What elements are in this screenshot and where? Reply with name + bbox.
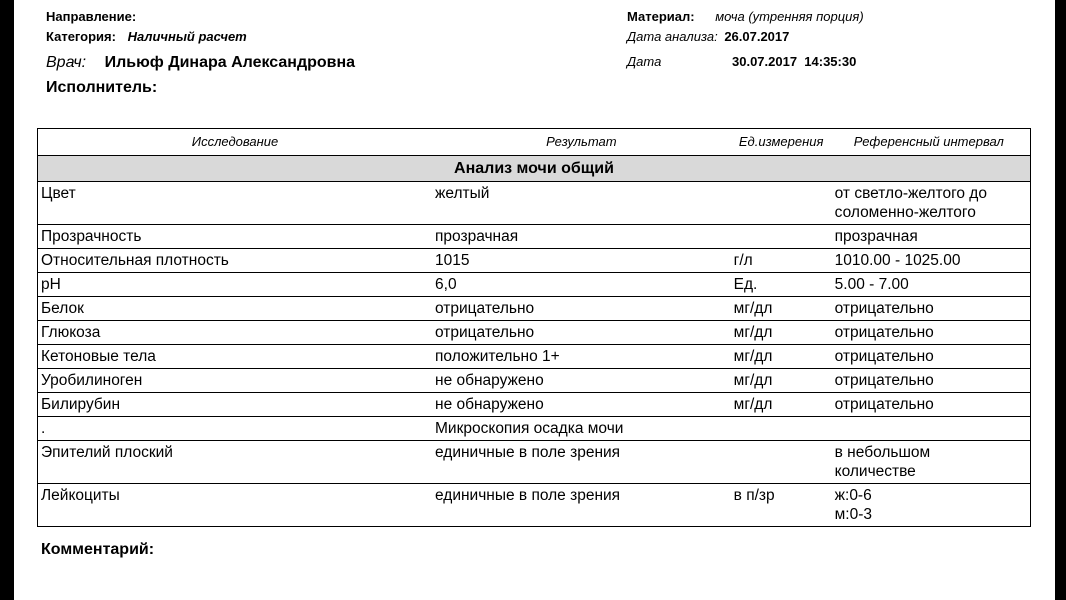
test-result: положительно 1+: [432, 345, 731, 369]
test-unit: мг/дл: [731, 345, 832, 369]
table-row: [38, 321, 1031, 345]
test-reference: [832, 297, 1031, 321]
test-result: 6,0: [432, 273, 731, 297]
table-row: [38, 369, 1031, 393]
material-label: Материал:: [627, 9, 695, 24]
reference-line: отрицательно: [834, 300, 934, 317]
test-reference: [832, 441, 1031, 484]
analysis-date-label: Дата анализа:: [627, 29, 718, 44]
doctor-value: Ильюф Динара Александровна: [104, 54, 356, 71]
test-reference: [832, 273, 1031, 297]
test-result: отрицательно: [432, 297, 731, 321]
test-unit: мг/дл: [731, 297, 832, 321]
table-row: [38, 484, 1031, 527]
test-name: .: [38, 417, 433, 441]
reference-line: отрицательно: [834, 348, 934, 365]
reference-line: 5.00 - 7.00: [834, 276, 909, 293]
table-row: [38, 249, 1031, 273]
date-value: 30.07.2017 14:35:30: [732, 54, 857, 69]
test-result: не обнаружено: [432, 369, 731, 393]
test-result: прозрачная: [432, 225, 731, 249]
test-name: Цвет: [38, 182, 433, 225]
reference-line: соломенно-желтого: [834, 204, 976, 221]
results-table: [37, 128, 1031, 527]
material-row: [627, 9, 864, 24]
test-name: Уробилиноген: [38, 369, 433, 393]
section-row: [38, 156, 1031, 182]
test-name: Кетоновые тела: [38, 345, 433, 369]
analysis-date-row: [627, 29, 789, 44]
test-result: единичные в поле зрения: [432, 441, 731, 484]
material-value: моча (утренняя порция): [715, 9, 864, 24]
test-unit: мг/дл: [731, 321, 832, 345]
test-name: pH: [38, 273, 433, 297]
reference-line: от светло-желтого до: [834, 185, 987, 202]
reference-line: отрицательно: [834, 324, 934, 341]
date-label: Дата: [627, 54, 662, 69]
table-row: [38, 273, 1031, 297]
test-result: не обнаружено: [432, 393, 731, 417]
test-name: Эпителий плоский: [38, 441, 433, 484]
test-reference: [832, 393, 1031, 417]
test-reference: [832, 321, 1031, 345]
reference-line: прозрачная: [834, 228, 918, 245]
executor-label: Исполнитель:: [46, 79, 158, 96]
section-title: Анализ мочи общий: [38, 156, 1031, 182]
doctor-label: Врач:: [46, 54, 87, 71]
table-header-row: [38, 129, 1031, 156]
reference-line: м:0-3: [834, 506, 873, 523]
test-unit: г/л: [731, 249, 832, 273]
test-unit: [731, 225, 832, 249]
test-name: Белок: [38, 297, 433, 321]
reference-line: в небольшом: [834, 444, 931, 461]
test-result: желтый: [432, 182, 731, 225]
test-unit: мг/дл: [731, 369, 832, 393]
test-unit: Ед.: [731, 273, 832, 297]
test-unit: [731, 417, 832, 441]
test-result: Микроскопия осадка мочи: [432, 417, 731, 441]
test-reference: [832, 182, 1031, 225]
table-row: [38, 225, 1031, 249]
analysis-date-value: 26.07.2017: [724, 29, 790, 44]
category-value: Наличный расчет: [127, 29, 247, 44]
test-result: единичные в поле зрения: [432, 484, 731, 527]
test-unit: мг/дл: [731, 393, 832, 417]
test-result: отрицательно: [432, 321, 731, 345]
test-reference: [832, 225, 1031, 249]
results-rows: [38, 182, 1031, 527]
column-header-reference: Референсный интервал: [832, 129, 1031, 156]
column-header-test: Исследование: [38, 129, 433, 156]
direction-label: Направление:: [46, 9, 137, 24]
reference-line: ж:0-6: [834, 487, 872, 504]
test-name: Лейкоциты: [38, 484, 433, 527]
comment-label: Комментарий:: [41, 541, 155, 558]
table-row: [38, 393, 1031, 417]
test-name: Прозрачность: [38, 225, 433, 249]
test-reference: [832, 484, 1031, 527]
test-result: 1015: [432, 249, 731, 273]
table-row: [38, 345, 1031, 369]
test-reference: [832, 249, 1031, 273]
table-row: [38, 441, 1031, 484]
table-row: [38, 417, 1031, 441]
test-unit: в п/зр: [731, 484, 832, 527]
table-row: [38, 182, 1031, 225]
test-name: Билирубин: [38, 393, 433, 417]
test-reference: [832, 345, 1031, 369]
test-name: Глюкоза: [38, 321, 433, 345]
test-unit: [731, 441, 832, 484]
test-unit: [731, 182, 832, 225]
column-header-result: Результат: [432, 129, 731, 156]
table-row: [38, 297, 1031, 321]
test-reference: [832, 369, 1031, 393]
category-label: Категория:: [46, 29, 116, 44]
test-name: Относительная плотность: [38, 249, 433, 273]
reference-line: отрицательно: [834, 372, 934, 389]
reference-line: количестве: [834, 463, 916, 480]
column-header-unit: Ед.измерения: [731, 129, 832, 156]
reference-line: 1010.00 - 1025.00: [834, 252, 961, 269]
reference-line: отрицательно: [834, 396, 934, 413]
lab-report-page: [14, 0, 1055, 600]
category-row: [46, 29, 247, 44]
test-reference: [832, 417, 1031, 441]
doctor-row: [46, 54, 355, 72]
